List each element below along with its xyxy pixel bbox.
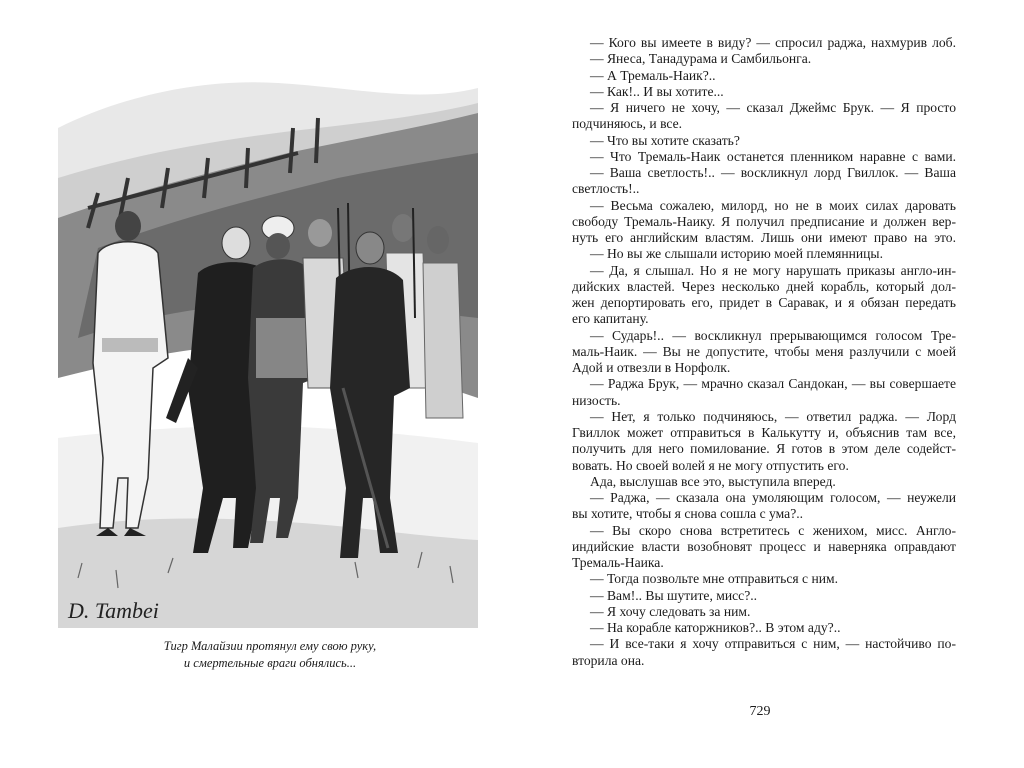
text-line: вовать. Но своей волей я не могу отпустить его.	[572, 457, 849, 473]
page-number: 729	[749, 704, 771, 719]
text-line: маль-Наик. — Вы не допустите, чтобы меня разлучили с моей	[572, 343, 956, 359]
text-line: — Но вы же слышали историю моей племянницы.	[590, 246, 883, 262]
text-line: — Сударь!.. — воскликнул прерывающимся голосом Тре-	[590, 327, 956, 343]
text-line: — Весьма сожалею, милорд, но не в моих силах даровать	[590, 197, 956, 213]
text-line: — На корабле каторжников?.. В этом аду?..	[590, 620, 841, 635]
text-line: низость.	[572, 392, 621, 408]
text-line: индийские власти возобновят процесс и наверняка оправдают	[572, 538, 956, 554]
caption-line: и смертельные враги обнялись...	[183, 656, 357, 670]
text-line: Тремаль-Наика.	[572, 555, 664, 570]
text-line: Адой и отвезли в Норфолк.	[572, 360, 731, 375]
text-line: его капитану.	[572, 311, 649, 327]
engraving-drawing	[58, 58, 478, 628]
text-line: — Да, я слышал. Но я не могу нарушать приказы англо-ин-	[590, 262, 956, 278]
text-line: — А Тремаль-Наик?..	[590, 67, 716, 83]
text-line: жен депортировать его, придет в Саравак, и я обязан передать	[572, 295, 956, 310]
text-line: — Я хочу следовать за ним.	[590, 603, 751, 619]
text-line: нуть его английским властям. Лишь они имеют право на это.	[572, 230, 956, 245]
text-line: — Нет, я только подчиняюсь, — ответил раджа. — Лорд	[590, 408, 956, 424]
text-line: — Что вы хотите сказать?	[590, 132, 740, 148]
engraving-illustration	[58, 58, 478, 628]
text-column	[572, 35, 956, 669]
illustration-caption	[58, 638, 482, 672]
text-line: — Как!.. И вы хотите...	[590, 83, 724, 99]
text-line: — Раджа Брук, — мрачно сказал Сандокан, — вы совершаете	[590, 376, 956, 392]
artist-signature: D. Tambei	[68, 598, 159, 623]
text-line: светлость!..	[572, 181, 640, 197]
text-line: — Я ничего не хочу, — сказал Джеймс Брук. — Я просто	[590, 100, 956, 115]
text-line: — Раджа, — сказала она умоляющим голосом, — неужели	[590, 490, 956, 505]
text-line: — Ваша светлость!.. — воскликнул лорд Гвиллок. — Ваша	[590, 165, 956, 180]
caption-line: Тигр Малайзии протянул ему свою руку,	[163, 639, 377, 653]
text-line: Ада, выслушав все это, выступила вперед.	[590, 473, 836, 489]
text-line: получить для него помилование. Я готов в этом деле содейст-	[572, 441, 956, 457]
text-line: дийских властей. Через несколько дней корабль, который дол-	[572, 278, 956, 294]
text-line: — Янеса, Танадурама и Самбильонга.	[590, 51, 812, 67]
text-line: вторила она.	[572, 652, 645, 668]
text-line: Гвиллок может отправиться в Калькутту и, объяснив там все,	[572, 425, 956, 440]
text-line: свободу Тремаль-Наику. Я получил предписание и должен вер-	[572, 213, 956, 229]
text-line: — Вы скоро снова встретитесь с женихом, мисс. Англо-	[590, 522, 956, 538]
text-line: — И все-таки я хочу отправиться с ним, — настойчиво по-	[590, 636, 956, 652]
text-line: подчиняюсь, и все.	[572, 116, 683, 132]
text-line: — Вам!.. Вы шутите, мисс?..	[590, 587, 758, 603]
text-line: вы хотите, чтобы я снова сошла с ума?..	[572, 506, 804, 522]
text-line: — Что Тремаль-Наик останется пленником наравне с вами.	[590, 148, 956, 164]
text-line: — Кого вы имеете в виду? — спросил раджа, нахмурив лоб.	[590, 35, 956, 50]
text-line: — Тогда позвольте мне отправиться с ним.	[590, 571, 839, 587]
